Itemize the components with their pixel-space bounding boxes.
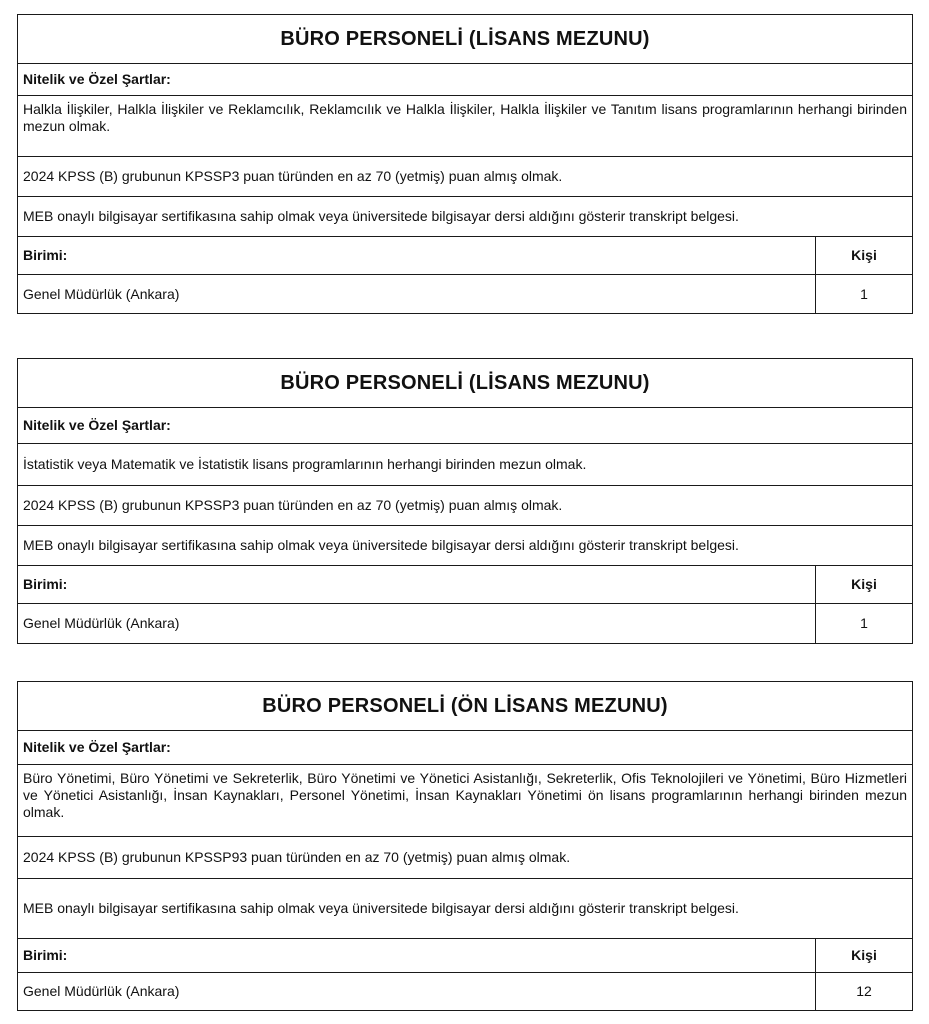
job-card-3: [17, 681, 913, 1011]
requirement-computer: MEB onaylı bilgisayar sertifikasına sahip olmak veya üniversitede bilgisayar dersi aldığını gösterir transkript belgesi.: [18, 878, 912, 938]
count-value: 12: [815, 973, 912, 1010]
job-title: BÜRO PERSONELİ (LİSANS MEZUNU): [280, 27, 650, 50]
unit-row: [18, 603, 912, 643]
requirement-computer: MEB onaylı bilgisayar sertifikasına sahip olmak veya üniversitede bilgisayar dersi aldığını gösterir transkript belgesi.: [18, 525, 912, 565]
requirement-kpss: 2024 KPSS (B) grubunun KPSSP93 puan türünden en az 70 (yetmiş) puan almış olmak.: [18, 836, 912, 878]
count-header: Kişi: [815, 566, 912, 603]
unit-header-row: [18, 236, 912, 274]
count-value: 1: [815, 275, 912, 313]
requirement-education: Büro Yönetimi, Büro Yönetimi ve Sekreterlik, Büro Yönetimi ve Yönetici Asistanlığı, Sekreterlik, Ofis Teknolojileri ve Yönetimi, Büro Hizmetleri ve Yönetici Asistanlığı, İnsan Kaynakları, Personel Yönetimi, İnsan Kaynakları Yönetimi ön lisans programlarının herhangi birinden mezun olmak.: [18, 764, 912, 836]
unit-value: Genel Müdürlük (Ankara): [23, 615, 180, 631]
unit-value: Genel Müdürlük (Ankara): [23, 285, 180, 302]
unit-header: Birimi:: [23, 247, 68, 263]
requirement-kpss: 2024 KPSS (B) grubunun KPSSP3 puan türünden en az 70 (yetmiş) puan almış olmak.: [18, 485, 912, 525]
unit-row: [18, 274, 912, 313]
unit-row: [18, 972, 912, 1010]
requirement-computer: MEB onaylı bilgisayar sertifikasına sahip olmak veya üniversitede bilgisayar dersi aldığını gösterir transkript belgesi.: [18, 196, 912, 236]
requirement-kpss: 2024 KPSS (B) grubunun KPSSP3 puan türünden en az 70 (yetmiş) puan almış olmak.: [18, 156, 912, 196]
qualifications-label: Nitelik ve Özel Şartlar:: [18, 63, 912, 95]
job-title: BÜRO PERSONELİ (ÖN LİSANS MEZUNU): [262, 694, 668, 717]
job-card-1: [17, 14, 913, 314]
requirement-education: İstatistik veya Matematik ve İstatistik lisans programlarının herhangi birinden mezun olmak.: [18, 443, 912, 485]
unit-header-row: [18, 565, 912, 603]
count-header: Kişi: [815, 939, 912, 972]
unit-value: Genel Müdürlük (Ankara): [23, 983, 180, 999]
unit-header: Birimi:: [23, 947, 68, 963]
qualifications-label: Nitelik ve Özel Şartlar:: [18, 730, 912, 764]
count-value: 1: [815, 604, 912, 643]
unit-header: Birimi:: [23, 576, 68, 592]
qualifications-label: Nitelik ve Özel Şartlar:: [18, 407, 912, 443]
requirement-education: Halkla İlişkiler, Halkla İlişkiler ve Reklamcılık, Reklamcılık ve Halkla İlişkiler, Halkla İlişkiler ve Tanıtım lisans programlarının herhangi birinden mezun olmak.: [18, 95, 912, 156]
job-card-2: [17, 358, 913, 644]
count-header: Kişi: [815, 237, 912, 274]
job-title: BÜRO PERSONELİ (LİSANS MEZUNU): [280, 371, 650, 394]
unit-header-row: [18, 938, 912, 972]
